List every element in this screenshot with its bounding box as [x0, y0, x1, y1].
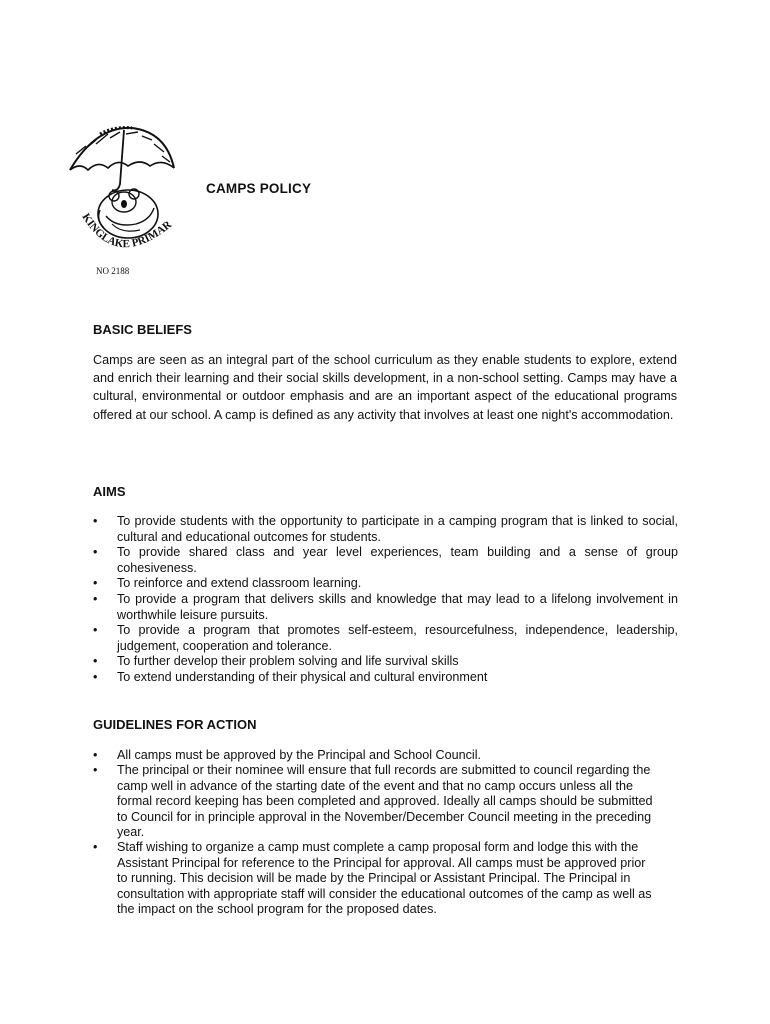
aims-list [93, 514, 678, 686]
list-item: • To provide a program that delivers skills and knowledge that may lead to a lifelong involvement in worthwhile leisure pursuits. [93, 592, 678, 623]
list-item: • To provide shared class and year level experiences, team building and a sense of group cohesiveness. [93, 545, 678, 576]
svg-text:KINGLAKE PRIMARY [66, 124, 175, 250]
school-logo [66, 124, 178, 280]
basic-beliefs-heading: BASIC BELIEFS [93, 322, 192, 337]
list-item: • Staff wishing to organize a camp must complete a camp proposal form and lodge this with the Assistant Principal for reference to the Principal for approval. All camps must be approved prior to running. This decision will be made by the Principal or Assistant Principal. The Principal in consultation with appropriate staff will consider the educational outcomes of the camp as well as the impact on the school program for the proposed dates. [93, 840, 653, 917]
list-item: • To provide students with the opportunity to participate in a camping program that is linked to social, cultural and educational outcomes for students. [93, 514, 678, 545]
guidelines-heading: GUIDELINES FOR ACTION [93, 717, 257, 732]
basic-beliefs-text: Camps are seen as an integral part of the school curriculum as they enable students to explore, extend and enrich their learning and their social skills development, in a non-school setting. Camps may have a cultural, environmental or outdoor emphasis and are an important aspect of the educational programs offered at our school. A camp is defined as any activity that involves at least one night's accommodation. [93, 353, 677, 422]
logo-number: NO 2188 [96, 266, 130, 276]
aims-heading: AIMS [93, 484, 126, 499]
umbrella-koala-emblem-icon [66, 124, 178, 280]
list-item: • To further develop their problem solving and life survival skills [93, 654, 678, 670]
logo-text: KINGLAKE PRIMAR [79, 211, 174, 251]
page-title: CAMPS POLICY [206, 181, 312, 196]
guidelines-list [93, 748, 653, 917]
list-item: • All camps must be approved by the Principal and School Council. [93, 748, 653, 763]
list-item: • The principal or their nominee will ensure that full records are submitted to council regarding the camp well in advance of the starting date of the event and that no camp occurs unless all the formal record keeping has been completed and approved. Ideally all camps should be submitted to Council for in principle approval in the November/December Council meeting in the preceding year. [93, 763, 653, 840]
list-item: • To provide a program that promotes self-esteem, resourcefulness, independence, leadership, judgement, cooperation and tolerance. [93, 623, 678, 654]
list-item: • To extend understanding of their physical and cultural environment [93, 670, 678, 686]
list-item: • To reinforce and extend classroom learning. [93, 576, 678, 592]
